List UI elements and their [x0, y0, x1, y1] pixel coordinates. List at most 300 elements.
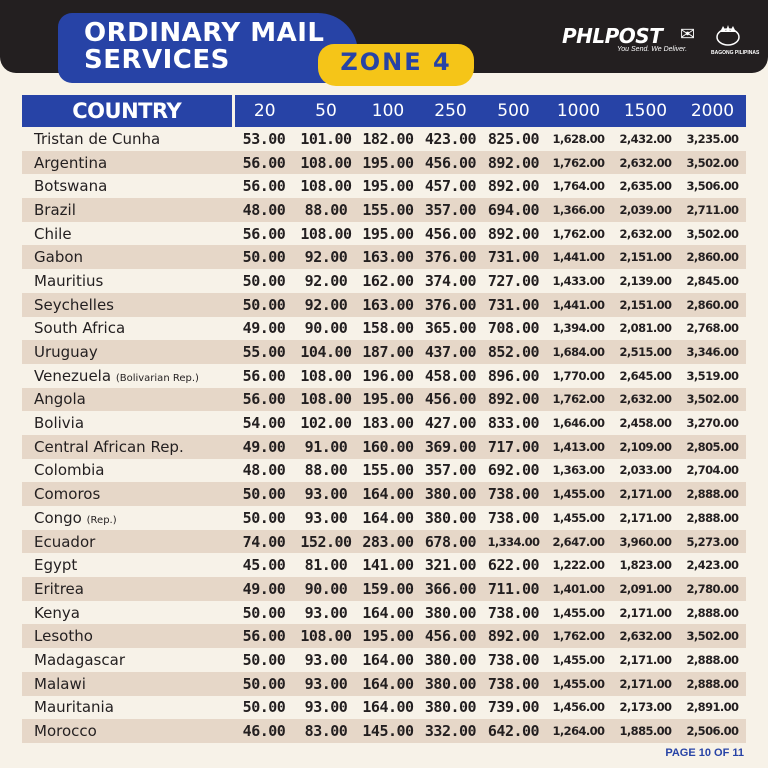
table-row	[22, 317, 746, 341]
rate-cell: 1,455.00	[545, 482, 612, 506]
rate-cell: 2,171.00	[612, 648, 679, 672]
table-row	[22, 269, 746, 293]
rate-cell: 437.00	[419, 340, 482, 364]
rate-cell: 717.00	[482, 435, 545, 459]
rate-cell: 3,502.00	[679, 388, 746, 412]
rate-cell: 196.00	[357, 364, 419, 388]
country-cell	[22, 506, 233, 530]
country-cell	[22, 577, 233, 601]
rate-cell: 50.00	[233, 696, 295, 720]
rate-cell: 93.00	[295, 648, 357, 672]
rate-cell: 456.00	[419, 388, 482, 412]
rate-cell: 2,033.00	[612, 459, 679, 483]
rate-cell: 457.00	[419, 174, 482, 198]
rate-cell: 731.00	[482, 293, 545, 317]
country-name: Morocco	[34, 722, 97, 741]
rate-cell: 48.00	[233, 459, 295, 483]
rate-cell: 1,823.00	[612, 553, 679, 577]
weight-column-header: 2000	[679, 95, 746, 127]
rate-cell: 164.00	[357, 601, 419, 625]
weight-column-header: 1000	[545, 95, 612, 127]
rate-cell: 2,171.00	[612, 482, 679, 506]
table-row	[22, 245, 746, 269]
rate-cell: 3,519.00	[679, 364, 746, 388]
rate-cell: 93.00	[295, 482, 357, 506]
country-cell	[22, 672, 233, 696]
rate-cell: 1,455.00	[545, 601, 612, 625]
rate-cell: 2,423.00	[679, 553, 746, 577]
rate-cell: 731.00	[482, 245, 545, 269]
table-row	[22, 411, 746, 435]
seal-label: BAGONG PILIPINAS	[711, 50, 760, 56]
rate-cell: 74.00	[233, 530, 295, 554]
country-cell	[22, 245, 233, 269]
rate-cell: 1,222.00	[545, 553, 612, 577]
country-cell	[22, 696, 233, 720]
table-row	[22, 601, 746, 625]
rate-cell: 50.00	[233, 293, 295, 317]
rate-cell: 55.00	[233, 340, 295, 364]
rate-cell: 56.00	[233, 364, 295, 388]
rate-cell: 2,171.00	[612, 506, 679, 530]
rate-cell: 321.00	[419, 553, 482, 577]
rate-cell: 1,413.00	[545, 435, 612, 459]
country-name: Ecuador	[34, 532, 96, 551]
rate-cell: 738.00	[482, 506, 545, 530]
rate-cell: 2,151.00	[612, 245, 679, 269]
rate-cell: 2,888.00	[679, 672, 746, 696]
rate-cell: 1,401.00	[545, 577, 612, 601]
rate-cell: 3,502.00	[679, 222, 746, 246]
rate-cell: 163.00	[357, 245, 419, 269]
rate-cell: 711.00	[482, 577, 545, 601]
country-name: Lesotho	[34, 627, 93, 646]
rate-cell: 332.00	[419, 719, 482, 743]
rate-cell: 369.00	[419, 435, 482, 459]
country-name: Angola	[34, 390, 86, 409]
table-row	[22, 624, 746, 648]
rate-cell: 2,432.00	[612, 127, 679, 151]
rate-cell: 1,363.00	[545, 459, 612, 483]
table-row	[22, 198, 746, 222]
rate-cell: 376.00	[419, 293, 482, 317]
rate-cell: 46.00	[233, 719, 295, 743]
rate-cell: 108.00	[295, 364, 357, 388]
rate-cell: 164.00	[357, 482, 419, 506]
rate-cell: 92.00	[295, 269, 357, 293]
rate-cell: 2,780.00	[679, 577, 746, 601]
country-qualifier: (Bolivarian Rep.)	[115, 372, 199, 384]
country-cell	[22, 222, 233, 246]
rate-cell: 50.00	[233, 672, 295, 696]
country-cell	[22, 293, 233, 317]
rate-cell: 108.00	[295, 151, 357, 175]
rate-cell: 1,455.00	[545, 672, 612, 696]
rate-cell: 56.00	[233, 151, 295, 175]
runner-icon: ✉	[680, 24, 696, 44]
rate-cell: 1,433.00	[545, 269, 612, 293]
rate-cell: 164.00	[357, 672, 419, 696]
rate-cell: 163.00	[357, 293, 419, 317]
rate-cell: 2,647.00	[545, 530, 612, 554]
rate-cell: 162.00	[357, 269, 419, 293]
country-name: Mauritania	[34, 698, 114, 717]
rate-cell: 155.00	[357, 198, 419, 222]
rate-cell: 195.00	[357, 174, 419, 198]
rate-cell: 2,888.00	[679, 506, 746, 530]
rate-cell: 423.00	[419, 127, 482, 151]
rate-cell: 1,762.00	[545, 151, 612, 175]
rate-cell: 2,845.00	[679, 269, 746, 293]
country-name: Seychelles	[34, 295, 114, 314]
table-row	[22, 459, 746, 483]
rate-cell: 1,762.00	[545, 624, 612, 648]
rate-cell: 108.00	[295, 174, 357, 198]
table-row	[22, 696, 746, 720]
country-name: Malawi	[34, 674, 86, 693]
rate-cell: 365.00	[419, 317, 482, 341]
rate-cell: 91.00	[295, 435, 357, 459]
weight-column-header: 100	[357, 95, 419, 127]
rate-cell: 2,171.00	[612, 601, 679, 625]
rate-cell: 2,109.00	[612, 435, 679, 459]
rate-cell: 458.00	[419, 364, 482, 388]
rate-cell: 2,805.00	[679, 435, 746, 459]
rate-cell: 56.00	[233, 174, 295, 198]
rate-cell: 357.00	[419, 459, 482, 483]
rate-cell: 738.00	[482, 648, 545, 672]
country-cell	[22, 648, 233, 672]
rate-cell: 182.00	[357, 127, 419, 151]
rate-cell: 88.00	[295, 459, 357, 483]
rate-cell: 2,704.00	[679, 459, 746, 483]
rate-cell: 93.00	[295, 601, 357, 625]
rate-cell: 2,632.00	[612, 388, 679, 412]
bagong-pilipinas-seal-icon	[715, 24, 741, 46]
country-name: Chile	[34, 224, 72, 243]
rate-cell: 164.00	[357, 648, 419, 672]
rate-cell: 56.00	[233, 624, 295, 648]
rate-cell: 2,173.00	[612, 696, 679, 720]
rate-cell: 195.00	[357, 624, 419, 648]
rate-cell: 825.00	[482, 127, 545, 151]
weight-column-header: 250	[419, 95, 482, 127]
rate-cell: 2,081.00	[612, 317, 679, 341]
rate-cell: 2,888.00	[679, 648, 746, 672]
country-name: Central African Rep.	[34, 437, 184, 456]
rate-cell: 2,506.00	[679, 719, 746, 743]
rate-cell: 50.00	[233, 245, 295, 269]
rate-cell: 102.00	[295, 411, 357, 435]
rate-cell: 54.00	[233, 411, 295, 435]
rate-cell: 892.00	[482, 388, 545, 412]
rate-cell: 892.00	[482, 151, 545, 175]
rate-cell: 1,441.00	[545, 245, 612, 269]
rate-cell: 1,684.00	[545, 340, 612, 364]
rate-cell: 5,273.00	[679, 530, 746, 554]
rate-cell: 1,441.00	[545, 293, 612, 317]
rate-cell: 90.00	[295, 317, 357, 341]
country-name: Brazil	[34, 200, 76, 219]
rate-cell: 1,762.00	[545, 388, 612, 412]
country-name: Eritrea	[34, 579, 84, 598]
table-row	[22, 340, 746, 364]
rate-cell: 678.00	[419, 530, 482, 554]
rate-cell: 92.00	[295, 293, 357, 317]
country-cell	[22, 553, 233, 577]
rate-cell: 1,628.00	[545, 127, 612, 151]
rate-cell: 50.00	[233, 601, 295, 625]
rate-cell: 164.00	[357, 696, 419, 720]
country-name: Mauritius	[34, 271, 104, 290]
rate-cell: 1,366.00	[545, 198, 612, 222]
rate-cell: 2,860.00	[679, 293, 746, 317]
rate-cell: 83.00	[295, 719, 357, 743]
country-cell	[22, 482, 233, 506]
country-name: Gabon	[34, 248, 84, 267]
country-cell	[22, 411, 233, 435]
rate-cell: 1,885.00	[612, 719, 679, 743]
weight-column-header: 20	[233, 95, 295, 127]
rate-cell: 49.00	[233, 317, 295, 341]
rate-cell: 160.00	[357, 435, 419, 459]
rate-cell: 3,502.00	[679, 624, 746, 648]
rate-cell: 694.00	[482, 198, 545, 222]
table-row	[22, 577, 746, 601]
rate-cell: 1,455.00	[545, 506, 612, 530]
rate-cell: 283.00	[357, 530, 419, 554]
rate-cell: 622.00	[482, 553, 545, 577]
rate-cell: 108.00	[295, 222, 357, 246]
rate-cell: 3,235.00	[679, 127, 746, 151]
rate-cell: 2,635.00	[612, 174, 679, 198]
rate-cell: 380.00	[419, 648, 482, 672]
table-row	[22, 672, 746, 696]
table-row	[22, 648, 746, 672]
rate-cell: 195.00	[357, 151, 419, 175]
table-row	[22, 388, 746, 412]
rate-cell: 3,960.00	[612, 530, 679, 554]
rate-cell: 93.00	[295, 672, 357, 696]
country-name: Bolivia	[34, 414, 85, 433]
country-name: Comoros	[34, 485, 101, 504]
rate-cell: 892.00	[482, 222, 545, 246]
country-cell	[22, 364, 233, 388]
country-cell	[22, 269, 233, 293]
rate-cell: 380.00	[419, 672, 482, 696]
table-row	[22, 506, 746, 530]
rate-cell: 642.00	[482, 719, 545, 743]
country-cell	[22, 530, 233, 554]
rate-cell: 692.00	[482, 459, 545, 483]
country-cell	[22, 601, 233, 625]
rate-cell: 2,860.00	[679, 245, 746, 269]
country-cell	[22, 624, 233, 648]
weight-column-header: 50	[295, 95, 357, 127]
rate-cell: 145.00	[357, 719, 419, 743]
rate-cell: 456.00	[419, 624, 482, 648]
rate-cell: 187.00	[357, 340, 419, 364]
rate-cell: 708.00	[482, 317, 545, 341]
country-cell	[22, 459, 233, 483]
rate-cell: 2,458.00	[612, 411, 679, 435]
rate-cell: 3,346.00	[679, 340, 746, 364]
page-title	[84, 20, 324, 74]
table-row	[22, 482, 746, 506]
table-row	[22, 530, 746, 554]
rate-cell: 49.00	[233, 435, 295, 459]
rate-cell: 104.00	[295, 340, 357, 364]
rate-cell: 108.00	[295, 388, 357, 412]
rate-cell: 2,888.00	[679, 482, 746, 506]
country-name: Madagascar	[34, 650, 125, 669]
rate-cell: 892.00	[482, 624, 545, 648]
country-name: Congo	[34, 508, 82, 527]
country-cell	[22, 435, 233, 459]
rate-cell: 183.00	[357, 411, 419, 435]
rate-cell: 456.00	[419, 151, 482, 175]
rate-cell: 380.00	[419, 601, 482, 625]
country-cell	[22, 151, 233, 175]
rate-cell: 56.00	[233, 388, 295, 412]
rate-cell: 141.00	[357, 553, 419, 577]
rate-cell: 357.00	[419, 198, 482, 222]
rate-cell: 158.00	[357, 317, 419, 341]
table-row	[22, 127, 746, 151]
table-row	[22, 222, 746, 246]
rate-cell: 1,770.00	[545, 364, 612, 388]
country-name: Botswana	[34, 177, 108, 196]
rate-cell: 2,515.00	[612, 340, 679, 364]
country-name: Argentina	[34, 153, 108, 172]
rate-cell: 92.00	[295, 245, 357, 269]
country-cell	[22, 127, 233, 151]
table-header-row	[22, 95, 746, 127]
rate-cell: 2,768.00	[679, 317, 746, 341]
rate-cell: 2,171.00	[612, 672, 679, 696]
rate-cell: 81.00	[295, 553, 357, 577]
country-column-header: COUNTRY	[22, 95, 233, 127]
rate-cell: 2,632.00	[612, 624, 679, 648]
rate-cell: 738.00	[482, 672, 545, 696]
country-name: Uruguay	[34, 343, 98, 362]
rate-cell: 101.00	[295, 127, 357, 151]
country-cell	[22, 174, 233, 198]
zone-label: ZONE 4	[340, 48, 452, 76]
country-cell	[22, 317, 233, 341]
rate-cell: 93.00	[295, 696, 357, 720]
table-row	[22, 435, 746, 459]
table-row	[22, 719, 746, 743]
country-name: Venezuela	[34, 366, 112, 385]
table-row	[22, 151, 746, 175]
rate-cell: 2,091.00	[612, 577, 679, 601]
rate-cell: 88.00	[295, 198, 357, 222]
rate-cell: 195.00	[357, 388, 419, 412]
rate-cell: 1,646.00	[545, 411, 612, 435]
rate-cell: 739.00	[482, 696, 545, 720]
rate-cell: 727.00	[482, 269, 545, 293]
rate-cell: 1,455.00	[545, 648, 612, 672]
rate-cell: 155.00	[357, 459, 419, 483]
country-qualifier: (Rep.)	[86, 514, 117, 526]
rate-cell: 374.00	[419, 269, 482, 293]
rate-cell: 1,394.00	[545, 317, 612, 341]
rate-cell: 56.00	[233, 222, 295, 246]
rate-cell: 1,762.00	[545, 222, 612, 246]
country-name: Tristan de Cunha	[34, 129, 161, 148]
rate-cell: 50.00	[233, 482, 295, 506]
country-name: Egypt	[34, 556, 78, 575]
country-name: South Africa	[34, 319, 126, 338]
rate-cell: 2,645.00	[612, 364, 679, 388]
rate-cell: 152.00	[295, 530, 357, 554]
rate-cell: 852.00	[482, 340, 545, 364]
rate-cell: 738.00	[482, 482, 545, 506]
rate-cell: 892.00	[482, 174, 545, 198]
rate-cell: 90.00	[295, 577, 357, 601]
brand-tagline: You Send. We Deliver.	[617, 46, 688, 53]
rate-cell: 3,502.00	[679, 151, 746, 175]
rate-cell: 380.00	[419, 696, 482, 720]
rate-cell: 2,891.00	[679, 696, 746, 720]
rate-cell: 164.00	[357, 506, 419, 530]
weight-column-header: 500	[482, 95, 545, 127]
rate-cell: 427.00	[419, 411, 482, 435]
rate-cell: 2,711.00	[679, 198, 746, 222]
rate-cell: 1,764.00	[545, 174, 612, 198]
rate-cell: 2,039.00	[612, 198, 679, 222]
rate-cell: 50.00	[233, 506, 295, 530]
rates-table	[22, 95, 746, 743]
rate-cell: 2,632.00	[612, 222, 679, 246]
rate-cell: 738.00	[482, 601, 545, 625]
phlpost-logo: PHLPOST	[562, 24, 663, 48]
rate-cell: 2,151.00	[612, 293, 679, 317]
rate-cell: 2,888.00	[679, 601, 746, 625]
rate-cell: 2,632.00	[612, 151, 679, 175]
title-line-2: SERVICES	[84, 45, 230, 75]
rate-cell: 159.00	[357, 577, 419, 601]
rate-cell: 1,334.00	[482, 530, 545, 554]
rate-cell: 3,270.00	[679, 411, 746, 435]
rate-cell: 93.00	[295, 506, 357, 530]
rate-cell: 108.00	[295, 624, 357, 648]
rate-cell: 50.00	[233, 269, 295, 293]
title-line-1: ORDINARY MAIL	[84, 18, 325, 48]
country-name: Kenya	[34, 603, 80, 622]
weight-column-header: 1500	[612, 95, 679, 127]
rate-cell: 380.00	[419, 482, 482, 506]
rate-cell: 456.00	[419, 222, 482, 246]
country-cell	[22, 719, 233, 743]
rate-cell: 45.00	[233, 553, 295, 577]
table-row	[22, 174, 746, 198]
rate-cell: 3,506.00	[679, 174, 746, 198]
country-cell	[22, 198, 233, 222]
rate-cell: 2,139.00	[612, 269, 679, 293]
rate-cell: 48.00	[233, 198, 295, 222]
table-row	[22, 293, 746, 317]
page-indicator: PAGE 10 OF 11	[665, 747, 744, 759]
rate-cell: 833.00	[482, 411, 545, 435]
country-cell	[22, 340, 233, 364]
rate-cell: 1,264.00	[545, 719, 612, 743]
rate-cell: 50.00	[233, 648, 295, 672]
rate-cell: 49.00	[233, 577, 295, 601]
rate-cell: 366.00	[419, 577, 482, 601]
rate-cell: 195.00	[357, 222, 419, 246]
